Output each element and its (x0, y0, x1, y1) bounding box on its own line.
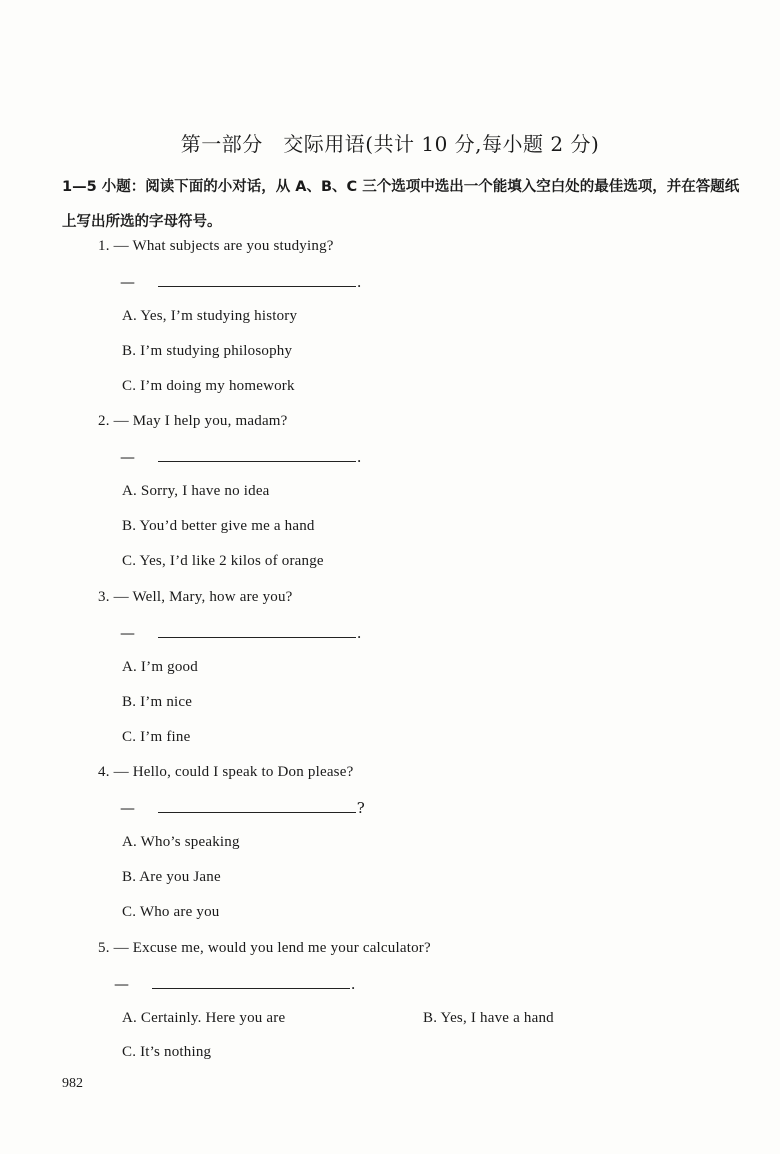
question-3-prompt: 3. — Well, Mary, how are you? (98, 589, 293, 605)
answer-end: . (356, 273, 362, 291)
question-1-option-a: A. Yes, I’m studying history (122, 308, 298, 324)
answer-dash: — (120, 799, 135, 817)
answer-blank (158, 799, 356, 813)
question-4-prompt: 4. — Hello, could I speak to Don please? (98, 764, 354, 780)
question-4-option-a: A. Who’s speaking (122, 834, 240, 850)
question-1-option-c: C. I’m doing my homework (122, 378, 295, 394)
question-5-option-a: A. Certainly. Here you are (122, 1010, 286, 1026)
question-1-option-b: B. I’m studying philosophy (122, 343, 293, 359)
question-2-answer (120, 448, 362, 466)
question-3-option-a: A. I’m good (122, 659, 198, 675)
question-2-option-a: A. Sorry, I have no idea (122, 483, 270, 499)
question-5-option-b: B. Yes, I have a hand (423, 1010, 554, 1026)
question-2-prompt: 2. — May I help you, madam? (98, 413, 288, 429)
question-3-option-c: C. I’m fine (122, 729, 191, 745)
answer-blank (158, 273, 356, 287)
answer-dash: — (114, 975, 129, 993)
question-2-option-b: B. You’d better give me a hand (122, 518, 315, 534)
answer-dash: — (120, 448, 135, 466)
page-number: 982 (62, 1076, 83, 1091)
question-5-prompt: 5. — Excuse me, would you lend me your calculator? (98, 940, 431, 956)
answer-blank (158, 448, 356, 462)
answer-end: . (356, 448, 362, 466)
answer-end: . (356, 624, 362, 642)
answer-blank (152, 975, 350, 989)
answer-blank (158, 624, 356, 638)
answer-end: . (350, 975, 356, 993)
question-5-option-c: C. It’s nothing (122, 1044, 212, 1060)
answer-dash: — (120, 273, 135, 291)
question-3-answer (120, 624, 362, 642)
answer-end: ? (356, 799, 365, 817)
question-4-option-c: C. Who are you (122, 904, 220, 920)
question-1-prompt: 1. — What subjects are you studying? (98, 238, 334, 254)
question-3-option-b: B. I’m nice (122, 694, 193, 710)
question-5-answer (114, 975, 356, 993)
question-2-option-c: C. Yes, I’d like 2 kilos of orange (122, 553, 324, 569)
section-title: 第一部分 交际用语(共计 10 分,每小题 2 分) (180, 132, 600, 156)
question-4-answer (120, 799, 365, 817)
question-4-option-b: B. Are you Jane (122, 869, 221, 885)
answer-dash: — (120, 624, 135, 642)
instructions: 1—5 小题：阅读下面的小对话，从 A、B、C 三个选项中选出一个能填入空白处的最佳选项，并在答题纸上写出所选的字母符号。 (62, 179, 740, 230)
question-1-answer (120, 273, 362, 291)
